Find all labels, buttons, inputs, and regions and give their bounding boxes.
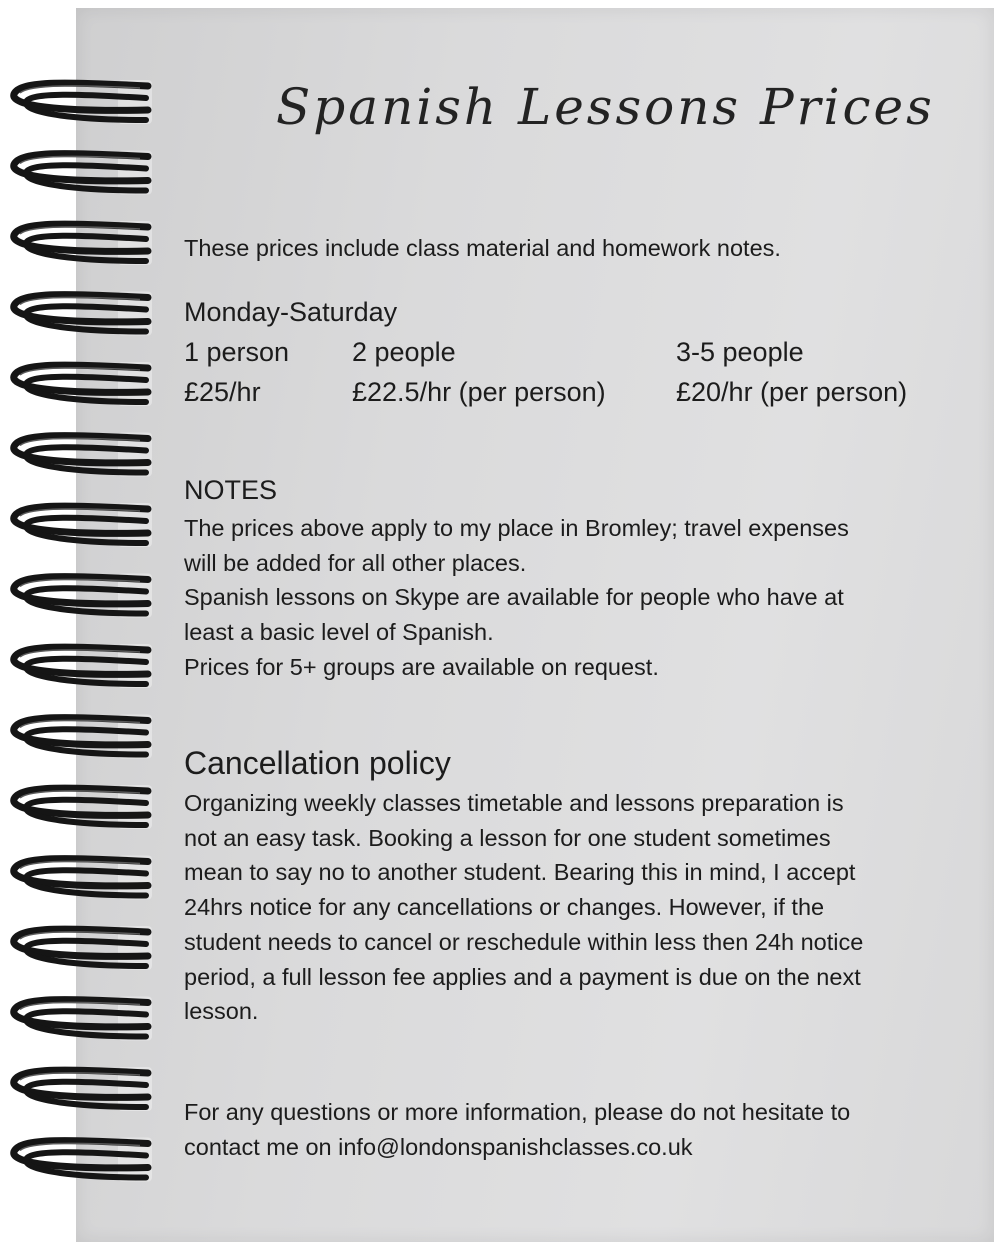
notes-body — [184, 511, 849, 685]
binding-ring-icon — [14, 856, 152, 900]
notes-heading: NOTES — [184, 475, 278, 505]
cancellation-line: not an easy task. Booking a lesson for one student sometimes — [184, 824, 831, 851]
binding-ring-icon — [14, 80, 152, 124]
binding-ring-icon — [14, 151, 152, 195]
spiral-binding — [0, 0, 170, 1249]
binding-ring-icon — [14, 433, 152, 477]
group-label-1: 1 person — [184, 337, 290, 367]
binding-ring-icon — [14, 1138, 152, 1182]
binding-ring-icon — [14, 292, 152, 336]
price-3: £20/hr (per person) — [676, 377, 908, 407]
cancellation-body — [184, 786, 863, 1029]
price-2: £22.5/hr (per person) — [352, 377, 606, 407]
cancellation-heading: Cancellation policy — [184, 745, 451, 781]
contact-line: contact me on info@londonspanishclasses.co.uk — [184, 1133, 693, 1160]
binding-ring-icon — [14, 221, 152, 265]
intro-text: These prices include class material and homework notes. — [184, 235, 781, 261]
binding-ring-icon — [14, 574, 152, 618]
binding-ring-icon — [14, 362, 152, 406]
contact-line: For any questions or more information, please do not hesitate to — [184, 1099, 851, 1125]
notes-line: The prices above apply to my place in Bromley; travel expenses — [184, 515, 849, 541]
binding-ring-icon — [14, 926, 152, 970]
cancellation-line: Organizing weekly classes timetable and lessons preparation is — [184, 790, 844, 816]
binding-ring-icon — [14, 715, 152, 759]
price-1: £25/hr — [184, 377, 261, 407]
group-label-3: 3-5 people — [676, 337, 804, 367]
cancellation-line: lesson. — [184, 998, 259, 1025]
binding-ring-icon — [14, 503, 152, 547]
notes-line: Prices for 5+ groups are available on request. — [184, 653, 659, 680]
notes-line: will be added for all other places. — [184, 549, 527, 576]
page-title: Spanish Lessons Prices — [276, 78, 935, 136]
cancellation-line: mean to say no to another student. Bearing this in mind, I accept — [184, 859, 856, 886]
binding-ring-icon — [14, 644, 152, 688]
notes-line: Spanish lessons on Skype are available for people who have at — [184, 584, 844, 611]
cancellation-line: period, a full lesson fee applies and a payment is due on the next — [184, 963, 861, 990]
contact-body — [184, 1095, 850, 1164]
binding-ring-icon — [14, 1067, 152, 1111]
binding-ring-icon — [14, 997, 152, 1041]
notes-line: least a basic level of Spanish. — [184, 619, 494, 646]
group-label-2: 2 people — [352, 337, 456, 367]
cancellation-line: student needs to cancel or reschedule within less then 24h notice — [184, 928, 864, 955]
schedule-heading: Monday-Saturday — [184, 297, 398, 327]
binding-ring-icon — [14, 785, 152, 829]
cancellation-line: 24hrs notice for any cancellations or changes. However, if the — [184, 894, 825, 921]
